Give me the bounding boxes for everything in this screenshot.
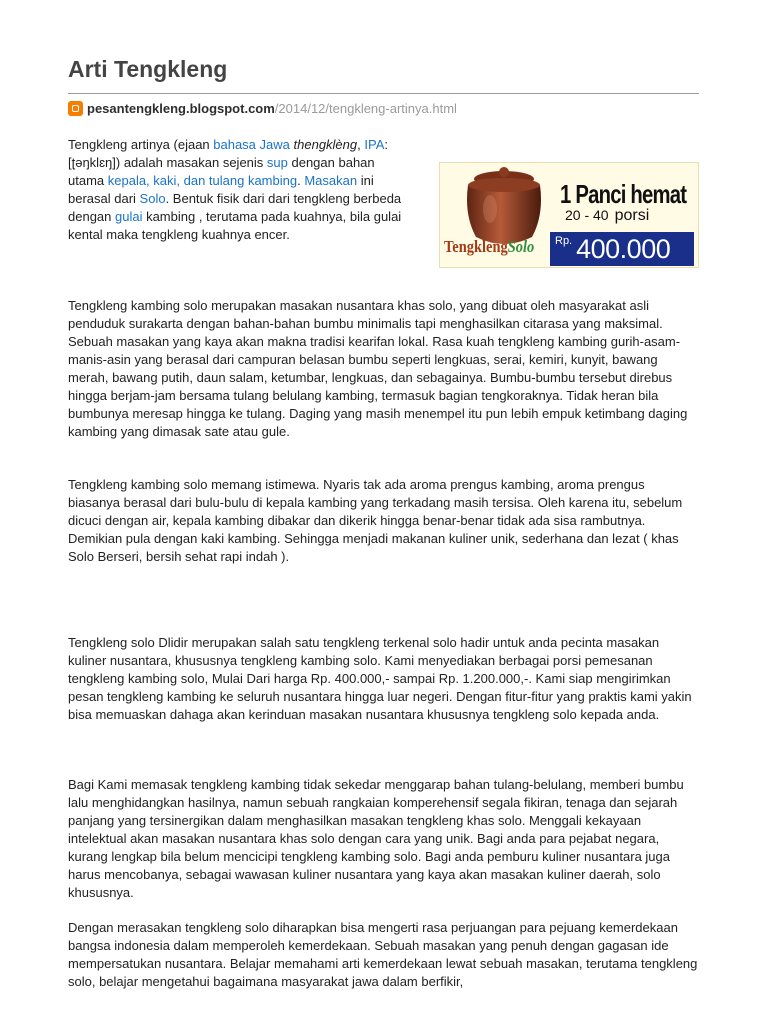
promo-banner[interactable] [439,162,699,268]
link-bahasa-jawa[interactable]: bahasa Jawa [213,137,290,152]
source-line [68,99,457,117]
price-currency: Rp. [555,235,573,247]
page-title: Arti Tengkleng [68,56,228,82]
source-path[interactable]: /2014/12/tengkleng-artinya.html [274,100,457,116]
paragraph-3: Tengkleng solo Dlidir merupakan salah satu tengkleng terkenal solo hadir untuk anda pecinta masakan kuliner nusantara, khususnya tengkleng kambing solo. Kami menyediakan berbagai porsi pemesanan tengkleng kambing solo, Mulai Dari harga Rp. 400.000,- sampai Rp. 1.200.000,-. Kami siap mengirimkan pesan tengkleng kambing ke seluruh nusantara hingga luar negeri. Dengan fitur-fitur yang praktis kami yakin bisa memuaskan dahaga akan kerinduan masakan nusantara khususnya tengkleng solo kepada anda. [68,635,692,722]
price-badge [550,232,694,266]
link-ipa[interactable]: IPA [364,137,385,152]
price-amount: 400.000 [576,234,671,264]
link-gulai[interactable]: gulai [115,209,143,224]
blogger-icon [68,101,83,116]
link-solo[interactable]: Solo [139,191,166,206]
title-divider [68,93,699,94]
paragraph-4: Bagi Kami memasak tengkleng kambing tidak sekedar menggarap bahan tulang-belulang, memberi bumbu lalu menghidangkan hasilnya, namun sebuah rangkaian komperehensif segala fikiran, tenaga dan sejarah panjang yang tersinergikan dalam menghasilkan masakan tengkleng khas solo. Menggali kekayaan intelektual akan masakan nusantara khas solo dengan cara yang unik. Bagi anda para pejabat negara, kurang lengkap bila belum mencicipi tengkleng kambing solo. Bagi anda pemburu kuliner nusantara juga harus mencobanya, sebagai wawasan kuliner nusantara yang kaya akan masakan kuliner daerah, solo khususnya. [68,777,684,900]
source-domain-link[interactable]: pesantengkleng.blogspot.com [87,100,275,116]
paragraph-5: Dengan merasakan tengkleng solo diharapkan bisa mengerti rasa perjuangan para pejuang kemerdekaan bangsa indonesia dalam memperoleh kemerdekaan. Sebuah masakan yang penuh dengan gagasan ide mempersatukan nusantara. Belajar memahami arti kemerdekaan lewat sebuah masakan, terutama tengkleng solo, belajar mengetahui bagaimana masyarakat jawa dalam berfikir, [68,920,698,989]
link-kepala-kaki-tulang[interactable]: kepala, kaki, dan tulang kambing [107,173,298,188]
link-sup[interactable]: sup [266,155,288,170]
promo-brand: TengklengSolo [444,237,535,256]
link-masakan[interactable]: Masakan [304,173,358,188]
paragraph-1: Tengkleng kambing solo merupakan masakan nusantara khas solo, yang dibuat oleh masyarakat asli penduduk surakarta dengan bahan-bahan bumbu minimalis tapi menghasilkan citarasa yang maksimal. Sebuah masakan yang kaya akan makna tradisi kearifan lokal. Rasa kuah tengkleng kambing gurih-asam-manis-asin yang berasal dari campuran belasan bumbu seperti lengkuas, serai, kemiri, kunyit, bawang merah, bawang putih, daun salam, ketumbar, lengkuas, dan sebagainya. Bumbu-bumbu tersebut direbus hingga berjam-jam bersama tulang belulang kambing, termasuk bagian tengkoraknya. Tidak heran bila bumbunya meresap hingga ke tulang. Daging yang masih menempel itu pun lebih empuk ketimbang daging kambing yang dimasak sate atau gule. [68,298,688,439]
paragraph-2: Tengkleng kambing solo memang istimewa. Nyaris tak ada aroma prengus kambing, aroma prengus biasanya berasal dari bulu-bulu di kepala kambing yang terkadang masih tersisa. Oleh karena itu, sebelum dicuci dengan air, kepala kambing dibakar dan dikerik hingga benar-benar tidak ada sisa rambutnya. Demikian pula dengan kaki kambing. Sehingga menjadi makanan kuliner unik, sederhana dan lezat ( khas Solo Berseri, bersih sehat rapi indah ). [68,477,683,564]
intro-paragraph: Tengkleng artinya (ejaan bahasa Jawa thengklèng, IPA: [ʈəŋklɛŋ]) adalah masakan sejenis sup dengan bahan utama kepala, kaki, dan tulang kambing. Masakan ini berasal dari Solo. Bentuk fisik dari dari tengkleng berbeda dengan gulai kambing , terutama pada kuahnya, bila gulai kental maka tengkleng kuahnya encer. [68,137,402,242]
promo-portion: 20 - 40 porsi [565,207,650,224]
promo-headline: 1 Panci hemat [560,179,687,209]
